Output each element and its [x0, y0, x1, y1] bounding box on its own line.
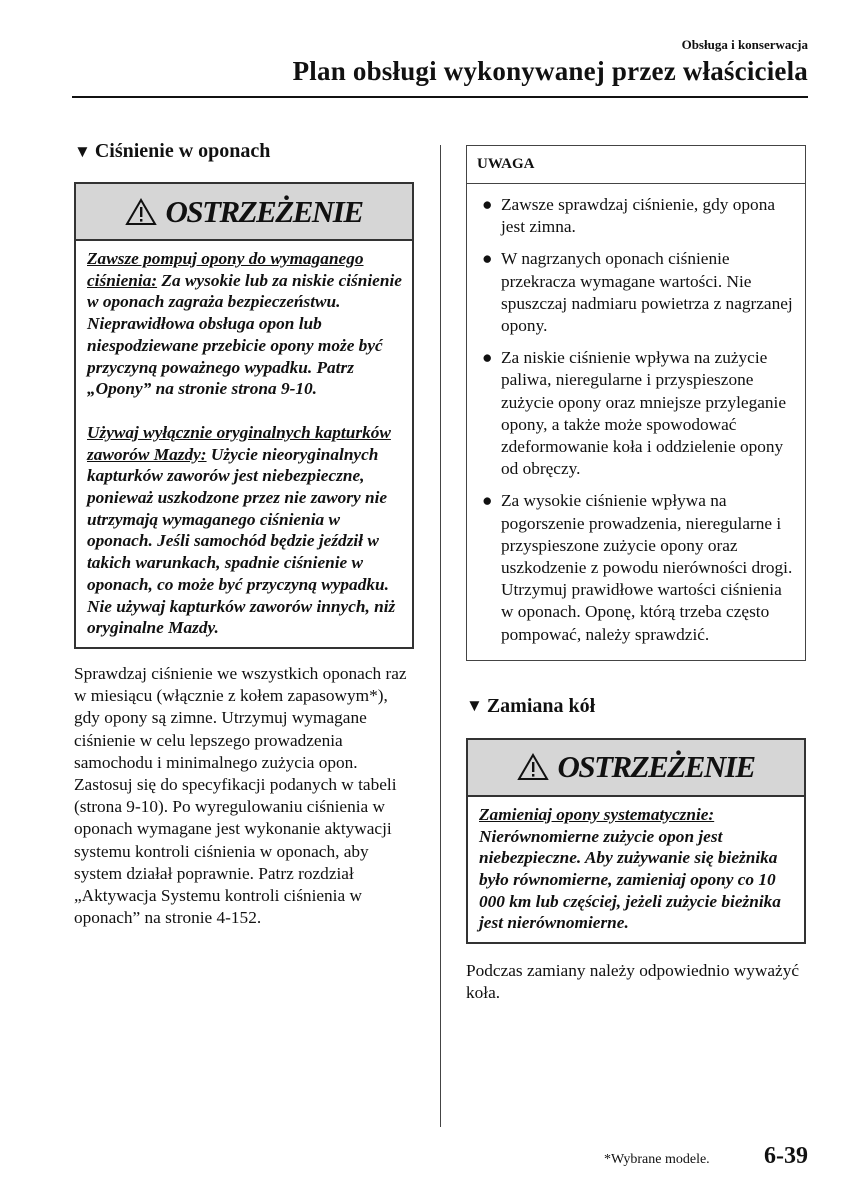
section-heading-wheel-rotation: [466, 695, 806, 718]
warning-box: [466, 738, 806, 944]
warning-paragraph-text: Nierównomierne zużycie opon jest niebezpieczne. Aby zużywanie się bieżnika było równomierne, zamieniaj opony co 10 000 km lub częściej, jeżeli zużycie bieżnika jest nierównomierne.: [479, 826, 781, 933]
body-text: Podczas zamiany należy odpowiednio wyważyć koła.: [466, 961, 800, 1003]
list-item-text: Za niskie ciśnienie wpływa na zużycie paliwa, nieregularne i przyspieszone zużycie opony oraz mniejsze przyleganie opony, a także może spowodować zdeformowanie koła i oddzielenie opony od obręczy.: [501, 348, 787, 479]
page-title: Plan obsługi wykonywanej przez właściciela: [292, 56, 808, 86]
warning-paragraph-heading: Zawsze pompuj opony do wymaganego ciśnienia:: [87, 249, 364, 290]
triangle-marker-icon: ▼: [74, 141, 91, 161]
bullet-icon: ●: [482, 348, 493, 368]
body-text: Sprawdzaj ciśnienie we wszystkich oponach raz w miesiącu (włącznie z kołem zapasowym*), gdy opony są zimne. Utrzymuj wymagane ciśnienie w celu lepszego prowadzenia samochodu i minimalnego zużycia opon. Zastosuj się do specyfikacji podanych w tabeli (strona 9-10). Po wyregulowaniu ciśnienia w oponach wymagane jest wykonanie aktywacji systemu kontroli ciśnienia w oponach, aby system działał poprawnie. Patrz rozdział „Aktywacja Systemu kontroli ciśnienia w oponach” na stronie 4-152.: [74, 663, 407, 928]
list-item-text: Za wysokie ciśnienie wpływa na pogorszenie prowadzenia, nieregularne i przyspieszone zużycie opony oraz uszkodzenie z powodu nierówności drogi. Utrzymuj prawidłowe wartości ciśnienia w oponach. Oponę, którą trzeba często pompować, należy sprawdzić.: [501, 491, 793, 644]
list-item: [477, 347, 797, 480]
bullet-icon: ●: [482, 195, 493, 214]
warning-paragraph-heading: Zamieniaj opony systematycznie:: [479, 804, 715, 824]
warning-box: [74, 182, 414, 649]
warning-paragraph-heading: Używaj wyłącznie oryginalnych kapturków zaworów Mazdy:: [87, 422, 391, 464]
note-list: [467, 184, 805, 660]
footnote: *Wybrane modele.: [604, 1152, 710, 1167]
warning-title: OSTRZEŻENIE: [165, 193, 363, 229]
page-number: 6-39: [764, 1143, 808, 1169]
section-heading-tire-pressure: [74, 140, 414, 163]
title-rule: [72, 96, 808, 98]
heading-text: Ciśnienie w oponach: [94, 140, 271, 162]
left-column: [74, 140, 414, 929]
column-divider: [440, 145, 441, 1127]
warning-paragraph-text: Użycie nieoryginalnych kapturków zaworów jest niebezpieczne, ponieważ uszkodzone przez nie zawory nie utrzymają wymaganego ciśnienia w oponach. Jeśli samochód będzie jeździł w takich warunkach, spadnie ciśnienie w oponach, co może być przyczyną wypadku. Nie używaj kapturków zaworów innych, niż oryginalne Mazdy.: [87, 444, 396, 638]
warning-body: [76, 241, 412, 647]
body-paragraph: [466, 960, 806, 1004]
section-label: Obsługa i konserwacja: [681, 37, 808, 52]
warning-paragraph-text: Za wysokie lub za niskie ciśnienie w oponach zagraża bezpieczeństwu. Nieprawidłowa obsługa opon lub niespodziewane przebicie opony może być przyczyną poważnego wypadku. Patrz „Opony” na stronie strona 9-10.: [87, 270, 402, 399]
warning-triangle-icon: [517, 753, 549, 781]
heading-text: Zamiana kół: [486, 694, 596, 717]
warning-triangle-icon: [125, 198, 157, 226]
note-title: UWAGA: [467, 146, 805, 184]
right-column: [466, 145, 806, 1004]
bullet-icon: ●: [482, 491, 493, 511]
bullet-icon: ●: [482, 249, 493, 269]
list-item: [477, 490, 797, 645]
list-item-text: W nagrzanych oponach ciśnienie przekracza wymagane wartości. Nie spuszczaj nadmiaru powietrza z nagrzanej opony.: [501, 249, 793, 336]
warning-paragraph: [479, 804, 796, 934]
warning-paragraph: [87, 422, 404, 639]
triangle-marker-icon: ▼: [466, 696, 483, 716]
body-paragraph: [74, 663, 414, 929]
list-item: [477, 194, 797, 238]
list-item: [477, 248, 797, 337]
warning-header: [468, 740, 804, 797]
warning-header: [76, 184, 412, 241]
note-box: [466, 145, 806, 661]
warning-paragraph: [87, 248, 404, 400]
list-item-text: Zawsze sprawdzaj ciśnienie, gdy opona jest zimna.: [501, 195, 776, 237]
warning-body: [468, 797, 804, 942]
warning-title: OSTRZEŻENIE: [557, 749, 755, 785]
